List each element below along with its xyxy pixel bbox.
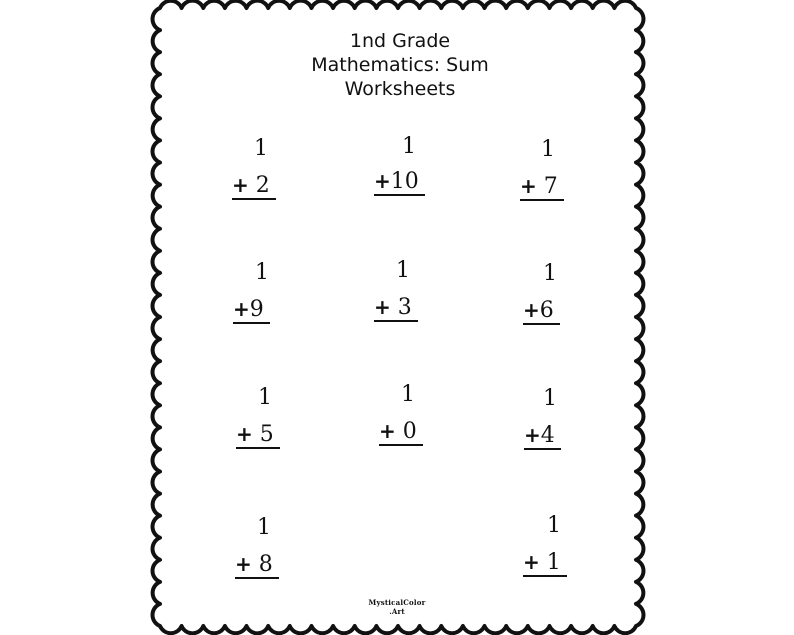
problem-9-addend-line <box>524 422 561 450</box>
problem-6-top-number: 1 <box>543 261 557 286</box>
problem-5-top-number: 1 <box>396 258 410 283</box>
problem-6-addend-line <box>523 297 560 325</box>
problem-3 <box>520 139 580 209</box>
problem-1-top-number: 1 <box>254 136 268 161</box>
problem-6-addend: 6 <box>539 298 554 323</box>
problem-1-addend: 2 <box>255 173 270 198</box>
plus-sign: + <box>232 173 249 197</box>
problem-3-top-number: 1 <box>541 137 555 162</box>
problem-9 <box>524 388 584 458</box>
problem-10-addend: 8 <box>258 552 273 577</box>
logo-line-2: .Art <box>389 607 405 616</box>
problem-10-top-number: 1 <box>257 515 271 540</box>
problem-5-addend-line <box>374 294 418 322</box>
problem-2-top-number: 1 <box>402 134 416 159</box>
problem-3-addend-line <box>520 173 564 201</box>
plus-sign: + <box>374 169 391 193</box>
problem-4-addend-line <box>233 296 270 324</box>
problem-11-addend-line <box>523 549 567 577</box>
problem-3-addend: 7 <box>543 174 558 199</box>
problem-6 <box>523 263 583 333</box>
worksheet-title-line-1: 1nd Grade <box>349 30 451 52</box>
problem-8 <box>379 384 439 454</box>
problem-2 <box>374 136 434 206</box>
problem-4-top-number: 1 <box>255 260 269 285</box>
plus-sign: + <box>523 550 540 574</box>
problem-4-addend: 9 <box>249 297 264 322</box>
problem-7 <box>236 387 296 457</box>
problem-10-addend-line <box>235 551 279 579</box>
problem-7-top-number: 1 <box>258 385 272 410</box>
problem-10 <box>235 517 295 587</box>
plus-sign: + <box>235 552 252 576</box>
problem-4 <box>233 262 293 332</box>
problem-5-addend: 3 <box>397 295 412 320</box>
problem-8-addend: 0 <box>402 419 417 444</box>
worksheet-title-line-2: Mathematics: Sum <box>311 54 489 76</box>
plus-sign: + <box>379 419 396 443</box>
problem-2-addend: 10 <box>390 169 419 194</box>
logo-line-1: MysticalColor <box>368 598 426 607</box>
problem-9-addend: 4 <box>540 423 555 448</box>
plus-sign: + <box>523 298 540 322</box>
problem-7-addend-line <box>236 421 280 449</box>
problem-1-addend-line <box>232 172 276 200</box>
plus-sign: + <box>374 295 391 319</box>
problem-9-top-number: 1 <box>543 386 557 411</box>
problem-11 <box>523 515 583 585</box>
problem-8-top-number: 1 <box>401 382 415 407</box>
problem-2-addend-line <box>374 168 425 196</box>
mysticalcolor-logo <box>355 598 439 616</box>
problem-11-top-number: 1 <box>547 513 561 538</box>
problem-5 <box>374 260 434 330</box>
problem-11-addend: 1 <box>546 550 561 575</box>
problem-8-addend-line <box>379 418 423 446</box>
plus-sign: + <box>236 422 253 446</box>
problem-7-addend: 5 <box>259 422 274 447</box>
plus-sign: + <box>233 297 250 321</box>
worksheet-title-line-3: Worksheets <box>344 78 456 100</box>
problem-1 <box>232 138 292 208</box>
plus-sign: + <box>520 174 537 198</box>
plus-sign: + <box>524 423 541 447</box>
